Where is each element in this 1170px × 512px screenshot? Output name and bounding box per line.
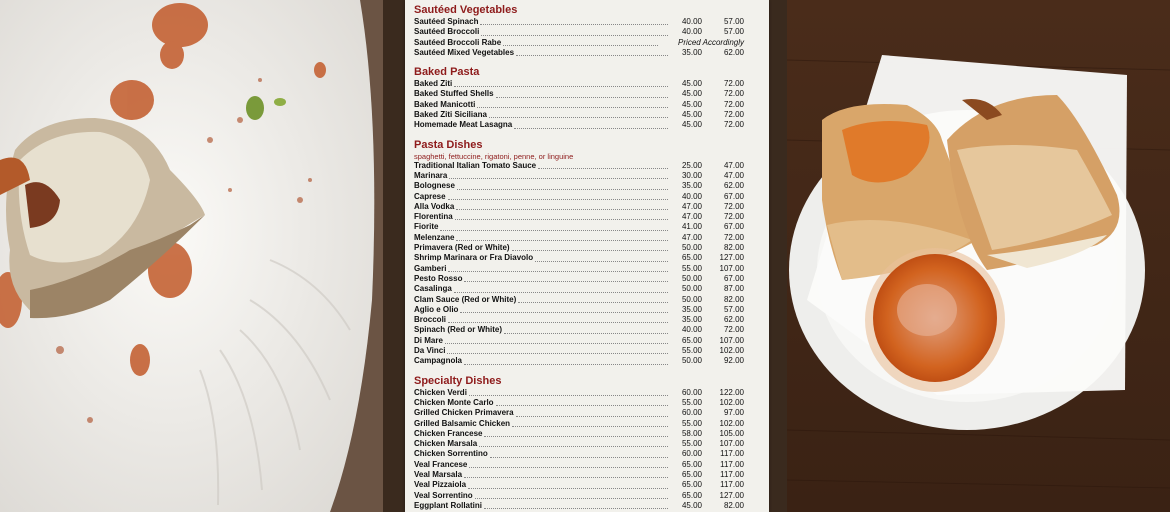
menu-item-full-price: 117.00 bbox=[720, 469, 744, 479]
menu-item-half-price: 55.00 bbox=[681, 418, 702, 428]
menu-item-half-price: 65.00 bbox=[681, 490, 702, 500]
menu-item-full-price: 97.00 bbox=[723, 408, 744, 418]
menu-item-name: Chicken Francese bbox=[414, 428, 483, 438]
dot-leader bbox=[456, 209, 668, 210]
menu-item-full-price: 72.00 bbox=[723, 325, 744, 335]
menu-item-name: Chicken Sorrentino bbox=[414, 449, 488, 459]
menu-item-name: Da Vinci bbox=[414, 346, 446, 356]
dot-leader bbox=[512, 250, 668, 251]
menu-item-full-price: 127.00 bbox=[719, 490, 744, 500]
menu-item-name: Chicken Marsala bbox=[414, 439, 478, 449]
menu-item-name: Clam Sauce (Red or White) bbox=[414, 294, 517, 304]
menu-item-half-price: 47.00 bbox=[681, 212, 702, 222]
dot-leader bbox=[454, 86, 668, 87]
menu-item bbox=[414, 356, 744, 366]
menu-item-full-price: 87.00 bbox=[723, 284, 744, 294]
menu-item bbox=[414, 336, 744, 346]
menu-item-name: Broccoli bbox=[414, 315, 447, 325]
section-gap bbox=[414, 367, 744, 375]
menu-item-half-price: 45.00 bbox=[681, 120, 702, 130]
dot-leader bbox=[479, 446, 668, 447]
dot-leader bbox=[448, 199, 668, 200]
menu-item-half-price: 35.00 bbox=[681, 315, 702, 325]
section-gap bbox=[414, 58, 744, 66]
menu-item-half-price: 65.00 bbox=[681, 469, 702, 479]
menu-item-name: Homemade Meat Lasagna bbox=[414, 120, 513, 130]
menu-item-half-price: 40.00 bbox=[681, 17, 702, 26]
dot-leader bbox=[496, 97, 668, 98]
dot-leader bbox=[448, 271, 668, 272]
menu-item-half-price: 25.00 bbox=[681, 160, 702, 170]
menu-item-full-price: 72.00 bbox=[723, 212, 744, 222]
menu-item-name: Sautéed Broccoli bbox=[414, 27, 480, 37]
menu-item-full-price: 72.00 bbox=[723, 79, 744, 89]
menu-item-name: Baked Ziti Siciliana bbox=[414, 110, 487, 120]
menu-item-half-price: 65.00 bbox=[681, 480, 702, 490]
menu-item-full-price: 72.00 bbox=[723, 99, 744, 109]
dot-leader bbox=[516, 416, 668, 417]
menu-item-half-price: 40.00 bbox=[681, 27, 702, 37]
menu-item bbox=[414, 284, 744, 294]
menu-section bbox=[414, 139, 744, 367]
menu-item-name: Fiorite bbox=[414, 222, 439, 232]
menu-item-full-price: 72.00 bbox=[723, 201, 744, 211]
menu-item-half-price: 40.00 bbox=[681, 325, 702, 335]
menu-item-full-price: 62.00 bbox=[723, 315, 744, 325]
menu-item-half-price: 41.00 bbox=[681, 222, 702, 232]
dot-leader bbox=[464, 477, 668, 478]
menu-item-half-price: 45.00 bbox=[681, 89, 702, 99]
menu-item bbox=[414, 419, 744, 429]
menu-item-half-price: 65.00 bbox=[681, 335, 702, 345]
menu-item-full-price: 82.00 bbox=[723, 294, 744, 304]
menu-item-half-price: 50.00 bbox=[681, 294, 702, 304]
menu-item-full-price: 72.00 bbox=[723, 110, 744, 120]
menu-item-half-price: 50.00 bbox=[681, 243, 702, 253]
menu-item-price-note: Priced Accordingly bbox=[678, 37, 744, 47]
menu-content bbox=[414, 4, 744, 511]
dot-leader bbox=[447, 353, 668, 354]
menu-item-name: Veal Francese bbox=[414, 459, 468, 469]
dot-leader bbox=[469, 467, 668, 468]
dot-leader bbox=[464, 281, 668, 282]
dot-leader bbox=[445, 343, 668, 344]
menu-item bbox=[414, 192, 744, 202]
dot-leader bbox=[538, 168, 668, 169]
menu-section-title: Baked Pasta bbox=[414, 66, 480, 79]
menu-item-half-price: 45.00 bbox=[681, 110, 702, 120]
dot-leader bbox=[448, 322, 668, 323]
menu-item-half-price: 55.00 bbox=[681, 397, 702, 407]
dot-leader bbox=[518, 302, 668, 303]
menu-item-half-price: 60.00 bbox=[681, 449, 702, 459]
menu-item-full-price: 72.00 bbox=[723, 120, 744, 130]
menu-item-name: Chicken Monte Carlo bbox=[414, 397, 494, 407]
menu-item-name: Melenzane bbox=[414, 232, 455, 242]
menu-item bbox=[414, 346, 744, 356]
menu-item-full-price: 117.00 bbox=[720, 480, 744, 490]
menu-item-full-price: 67.00 bbox=[723, 191, 744, 201]
menu-item-full-price: 117.00 bbox=[720, 449, 744, 459]
menu-section bbox=[414, 4, 744, 58]
menu-item-half-price: 45.00 bbox=[681, 79, 702, 89]
dot-leader bbox=[457, 189, 668, 190]
menu-item bbox=[414, 27, 744, 37]
menu-item-full-price: 92.00 bbox=[723, 356, 744, 366]
menu-item-full-price: 107.00 bbox=[719, 439, 744, 449]
menu-item-full-price: 122.00 bbox=[719, 387, 744, 397]
menu-item bbox=[414, 202, 744, 212]
dot-leader bbox=[535, 261, 668, 262]
menu-item-name: Spinach (Red or White) bbox=[414, 325, 502, 335]
menu-item bbox=[414, 460, 744, 470]
menu-item-half-price: 47.00 bbox=[681, 201, 702, 211]
dot-leader bbox=[496, 405, 668, 406]
menu-item bbox=[414, 233, 744, 243]
dot-leader bbox=[514, 128, 668, 129]
menu-item bbox=[414, 222, 744, 232]
menu-item-full-price: 102.00 bbox=[719, 418, 744, 428]
menu-item-half-price: 58.00 bbox=[681, 428, 702, 438]
menu-item bbox=[414, 305, 744, 315]
menu-item bbox=[414, 491, 744, 501]
menu-item-full-price: 107.00 bbox=[719, 263, 744, 273]
dot-leader bbox=[468, 488, 668, 489]
menu-item-name: Casalinga bbox=[414, 284, 452, 294]
menu-item-half-price: 55.00 bbox=[681, 439, 702, 449]
menu-item-full-price: 127.00 bbox=[719, 253, 744, 263]
menu-item-name: Veal Marsala bbox=[414, 469, 463, 479]
menu-item bbox=[414, 48, 744, 58]
menu-section bbox=[414, 375, 744, 512]
menu-item bbox=[414, 243, 744, 253]
menu-item bbox=[414, 253, 744, 263]
menu-item bbox=[414, 212, 744, 222]
menu-item-full-price: 72.00 bbox=[723, 232, 744, 242]
menu-item-name: Primavera (Red or White) bbox=[414, 243, 510, 253]
stromboli-plate-image bbox=[787, 0, 1170, 512]
menu-item-half-price: 35.00 bbox=[681, 304, 702, 314]
menu-item-half-price: 65.00 bbox=[681, 253, 702, 263]
menu-item-name: Di Mare bbox=[414, 335, 443, 345]
dot-leader bbox=[477, 107, 668, 108]
menu-item bbox=[414, 38, 744, 48]
menu-section-title: Sautéed Vegetables bbox=[414, 4, 518, 16]
menu-sheet bbox=[405, 0, 769, 512]
menu-item-full-price: 62.00 bbox=[723, 47, 744, 57]
dot-leader bbox=[456, 240, 668, 241]
menu-item-half-price: 35.00 bbox=[681, 181, 702, 191]
menu-item-name: Veal Sorrentino bbox=[414, 490, 473, 500]
menu-item-half-price: 55.00 bbox=[681, 346, 702, 356]
menu-item bbox=[414, 429, 744, 439]
menu-item-name: Florentina bbox=[414, 212, 453, 222]
menu-item bbox=[414, 449, 744, 459]
menu-item bbox=[414, 501, 744, 511]
photo-menu-page bbox=[383, 0, 787, 512]
dot-leader bbox=[481, 35, 668, 36]
menu-item bbox=[414, 120, 744, 130]
menu-item-name: Aglio e Olio bbox=[414, 304, 459, 314]
menu-item-name: Sautéed Broccoli Rabe bbox=[414, 37, 502, 47]
menu-section bbox=[414, 66, 744, 130]
dot-leader bbox=[504, 333, 668, 334]
menu-item-full-price: 67.00 bbox=[723, 273, 744, 283]
menu-item-full-price: 72.00 bbox=[723, 89, 744, 99]
menu-item bbox=[414, 470, 744, 480]
menu-item bbox=[414, 161, 744, 171]
menu-item-half-price: 50.00 bbox=[681, 273, 702, 283]
dot-leader bbox=[516, 55, 668, 56]
dot-leader bbox=[503, 45, 658, 46]
menu-item-name: Traditional Italian Tomato Sauce bbox=[414, 160, 537, 170]
menu-item-name: Marinara bbox=[414, 170, 448, 180]
menu-item bbox=[414, 325, 744, 335]
menu-item-half-price: 60.00 bbox=[681, 387, 702, 397]
menu-item bbox=[414, 398, 744, 408]
menu-item-name: Baked Stuffed Shells bbox=[414, 89, 494, 99]
dot-leader bbox=[460, 312, 668, 313]
menu-item bbox=[414, 295, 744, 305]
menu-item-full-price: 67.00 bbox=[723, 222, 744, 232]
dot-leader bbox=[440, 230, 668, 231]
menu-item-full-price: 105.00 bbox=[719, 428, 744, 438]
menu-item-full-price: 62.00 bbox=[723, 181, 744, 191]
menu-item bbox=[414, 480, 744, 490]
menu-item-name: Sautéed Mixed Vegetables bbox=[414, 47, 515, 57]
menu-item-name: Campagnola bbox=[414, 356, 463, 366]
menu-item bbox=[414, 388, 744, 398]
menu-item-name: Bolognese bbox=[414, 181, 455, 191]
dot-leader bbox=[484, 508, 668, 509]
menu-item-full-price: 117.00 bbox=[720, 459, 744, 469]
dot-leader bbox=[512, 426, 668, 427]
menu-item bbox=[414, 439, 744, 449]
menu-item-name: Sautéed Spinach bbox=[414, 17, 479, 26]
menu-item-name: Baked Manicotti bbox=[414, 99, 476, 109]
menu-item-name: Gamberi bbox=[414, 263, 447, 273]
menu-item-name: Caprese bbox=[414, 191, 446, 201]
menu-item-half-price: 45.00 bbox=[681, 99, 702, 109]
menu-item-half-price: 40.00 bbox=[681, 191, 702, 201]
menu-item-name: Eggplant Rollatini bbox=[414, 500, 482, 510]
dot-leader bbox=[475, 498, 668, 499]
dot-leader bbox=[489, 117, 668, 118]
dot-leader bbox=[449, 178, 668, 179]
menu-item-half-price: 60.00 bbox=[681, 408, 702, 418]
menu-item-full-price: 107.00 bbox=[719, 335, 744, 345]
menu-item-half-price: 47.00 bbox=[681, 232, 702, 242]
dot-leader bbox=[469, 395, 668, 396]
menu-item bbox=[414, 100, 744, 110]
dot-leader bbox=[454, 292, 668, 293]
menu-item-full-price: 47.00 bbox=[723, 170, 744, 180]
menu-section-subtitle: spaghetti, fettuccine, rigatoni, penne, or linguine bbox=[414, 151, 574, 161]
menu-item-name: Grilled Balsamic Chicken bbox=[414, 418, 511, 428]
menu-item-name: Baked Ziti bbox=[414, 79, 453, 89]
leftover-plate-image bbox=[0, 0, 383, 512]
menu-item-full-price: 82.00 bbox=[723, 500, 744, 510]
menu-item-full-price: 102.00 bbox=[719, 397, 744, 407]
menu-item bbox=[414, 274, 744, 284]
menu-item-full-price: 57.00 bbox=[723, 27, 744, 37]
menu-item-full-price: 82.00 bbox=[723, 243, 744, 253]
menu-item bbox=[414, 315, 744, 325]
section-gap bbox=[414, 131, 744, 139]
menu-item-half-price: 45.00 bbox=[681, 500, 702, 510]
menu-item-name: Alla Vodka bbox=[414, 201, 455, 211]
menu-item-half-price: 55.00 bbox=[681, 263, 702, 273]
dot-leader bbox=[480, 24, 668, 25]
menu-item-full-price: 102.00 bbox=[719, 346, 744, 356]
menu-item-name: Pesto Rosso bbox=[414, 273, 463, 283]
menu-item bbox=[414, 264, 744, 274]
photo-stromboli-plate bbox=[787, 0, 1170, 512]
menu-item bbox=[414, 17, 744, 27]
menu-item-full-price: 57.00 bbox=[723, 17, 744, 26]
menu-item-half-price: 50.00 bbox=[681, 284, 702, 294]
menu-item-name: Chicken Verdi bbox=[414, 387, 467, 397]
menu-item bbox=[414, 79, 744, 89]
menu-item bbox=[414, 408, 744, 418]
dot-leader bbox=[490, 457, 668, 458]
menu-item-name: Shrimp Marinara or Fra Diavolo bbox=[414, 253, 534, 263]
menu-item bbox=[414, 110, 744, 120]
dot-leader bbox=[464, 364, 668, 365]
menu-section-title: Specialty Dishes bbox=[414, 374, 502, 387]
menu-item-half-price: 65.00 bbox=[681, 459, 702, 469]
menu-item bbox=[414, 171, 744, 181]
menu-item bbox=[414, 181, 744, 191]
dot-leader bbox=[455, 219, 668, 220]
menu-item bbox=[414, 89, 744, 99]
menu-item-name: Grilled Chicken Primavera bbox=[414, 408, 514, 418]
menu-item-half-price: 35.00 bbox=[681, 47, 702, 57]
photo-leftover-plate bbox=[0, 0, 383, 512]
menu-item-name: Veal Pizzaiola bbox=[414, 480, 467, 490]
menu-section-title: Pasta Dishes bbox=[414, 138, 483, 151]
menu-item-half-price: 30.00 bbox=[681, 170, 702, 180]
dot-leader bbox=[484, 436, 668, 437]
menu-item-half-price: 50.00 bbox=[681, 356, 702, 366]
menu-item-full-price: 57.00 bbox=[723, 304, 744, 314]
menu-item-full-price: 47.00 bbox=[723, 160, 744, 170]
